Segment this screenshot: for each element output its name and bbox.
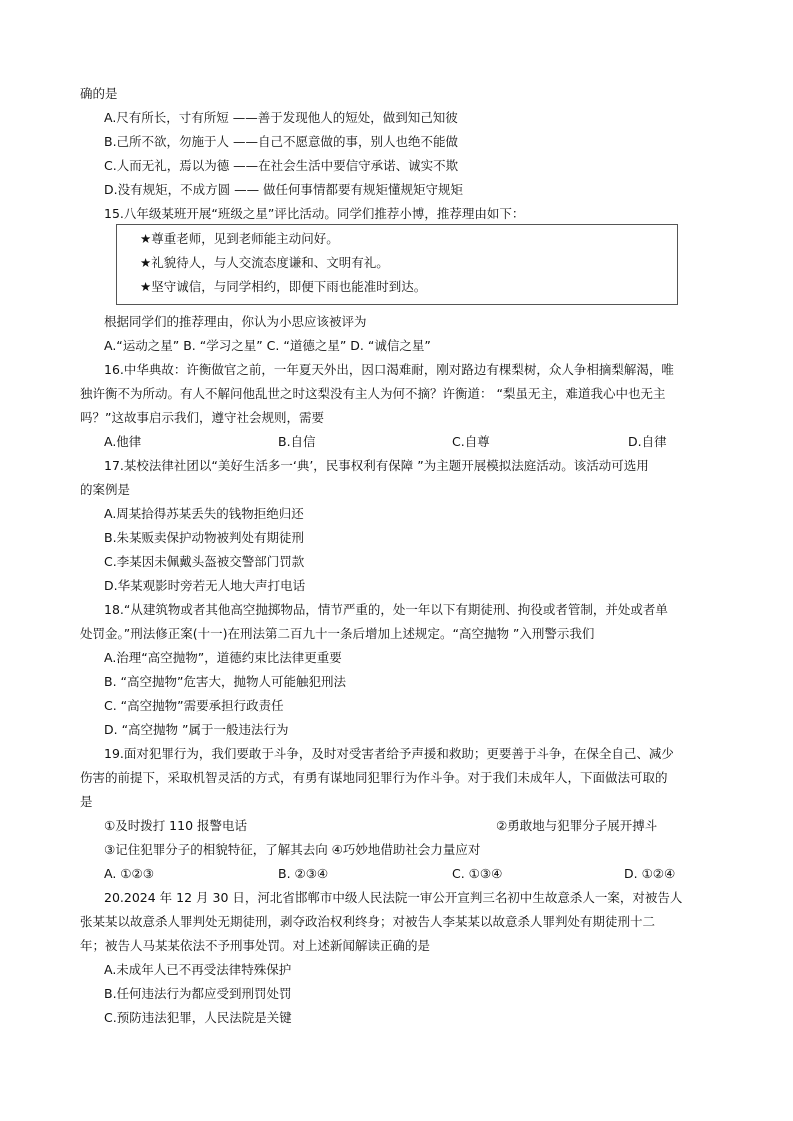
q18-option-c: C. “高空抛物”需要承担行政责任 [104,698,284,713]
q19-option-d: D. ①②④ [624,866,676,881]
q20-option-c: C.预防违法犯罪，人民法院是关键 [104,1010,292,1025]
q18-stem-line-1: 18.“从建筑物或者其他高空抛掷物品，情节严重的，处一年以下有期徒刑、拘役或者管制，并处或者单 [104,602,668,617]
q19-item-2: ②勇敢地与犯罪分子展开搏斗 [496,818,658,833]
q17-option-c: C.李某因未佩戴头盔被交警部门罚款 [104,554,305,569]
q19-option-b: B. ②③④ [278,866,329,881]
q17-option-b: B.朱某贩卖保护动物被判处有期徒刑 [104,530,305,545]
q16-stem-line-1: 16.中华典故：许衡做官之前，一年夏天外出，因口渴难耐，刚对路边有棵梨树，众人争相摘梨解渴，唯 [104,362,674,377]
q15-reason-2: ★礼貌待人，与人交流态度谦和、文明有礼。 [140,255,389,270]
q14-option-d: D.没有规矩，不成方圆 —— 做任何事情都要有规矩懂规矩守规矩 [104,182,464,197]
q16-option-c: C.自尊 [452,434,490,449]
q19-items-3-4: ③记住犯罪分子的相貌特征，了解其去向 ④巧妙地借助社会力量应对 [104,842,481,857]
q19-stem-line-2: 伤害的前提下，采取机智灵活的方式，有勇有谋地同犯罪行为作斗争。对于我们未成年人，下面做法可取的 [80,770,668,785]
q18-option-b: B. “高空抛物”危害大，抛物人可能触犯刑法 [104,674,346,689]
q19-item-1: ①及时拨打 110 报警电话 [104,818,248,833]
q16-option-d: D.自律 [628,434,667,449]
q15-reason-3: ★坚守诚信，与同学相约，即便下雨也能准时到达。 [140,279,427,294]
q14-option-b: B.己所不欲，勿施于人 ——自己不愿意做的事，别人也绝不能做 [104,134,459,149]
q16-stem-line-2: 独许衡不为所动。有人不解问他乱世之时这梨没有主人为何不摘？许衡道： “梨虽无主，难道我心中也无主 [80,386,666,401]
q19-option-a: A. ①②③ [104,866,154,881]
q18-option-d: D. “高空抛物 ”属于一般违法行为 [104,722,289,737]
q18-stem-line-2: 处罚金。”刑法修正案(十一)在刑法第二百九十一条后增加上述规定。“高空抛物 ”入刑警示我们 [80,626,595,641]
q17-stem-line-1: 17.某校法律社团以“美好生活多一‘典’，民事权利有保障 ”为主题开展模拟法庭活动。该活动可选用 [104,458,649,473]
q20-option-b: B.任何违法行为都应受到刑罚处罚 [104,986,292,1001]
q17-option-a: A.周某拾得苏某丢失的钱物拒绝归还 [104,506,304,521]
q18-option-a: A.治理“高空抛物”，道德约束比法律更重要 [104,650,342,665]
q14-option-a: A.尺有所长，寸有所短 ——善于发现他人的短处，做到知己知彼 [104,110,458,125]
q20-stem-line-3: 年；被告人马某某依法不予刑事处罚。对上述新闻解读正确的是 [80,938,431,953]
q15-reason-1: ★尊重老师，见到老师能主动问好。 [140,231,339,246]
q19-stem-line-1: 19.面对犯罪行为，我们要敢于斗争，及时对受害者给予声援和救助；更要善于斗争，在保全自己、减少 [104,746,674,761]
q16-stem-line-3: 吗？”这故事启示我们，遵守社会规则，需要 [80,410,324,425]
q16-option-b: B.自信 [278,434,316,449]
q14-option-c: C.人而无礼，焉以为德 ——在社会生活中要信守承诺、诚实不欺 [104,158,459,173]
q16-option-a: A.他律 [104,434,142,449]
q19-option-c: C. ①③④ [452,866,503,881]
q17-option-d: D.华某观影时旁若无人地大声打电话 [104,578,306,593]
q20-option-a: A.未成年人已不再受法律特殊保护 [104,962,292,977]
q15-question: 根据同学们的推荐理由，你认为小思应该被评为 [104,314,367,329]
q15-options: A.“运动之星” B. “学习之星” C. “道德之星” D. “诚信之星” [104,338,431,353]
q14-stem-tail: 确的是 [80,86,118,101]
q17-stem-line-2: 的案例是 [80,482,131,497]
q20-stem-line-1: 20.2024 年 12 月 30 日，河北省邯郸市中级人民法院一审公开宣判三名初中生故意杀人一案，对被告人 [104,890,683,905]
q19-stem-line-3: 是 [80,794,93,809]
q15-stem: 15.八年级某班开展“班级之星”评比活动。同学们推荐小博，推荐理由如下： [104,206,525,221]
q20-stem-line-2: 张某某以故意杀人罪判处无期徒刑，剥夺政治权利终身；对被告人李某某以故意杀人罪判处有期徒刑十二 [80,914,656,929]
